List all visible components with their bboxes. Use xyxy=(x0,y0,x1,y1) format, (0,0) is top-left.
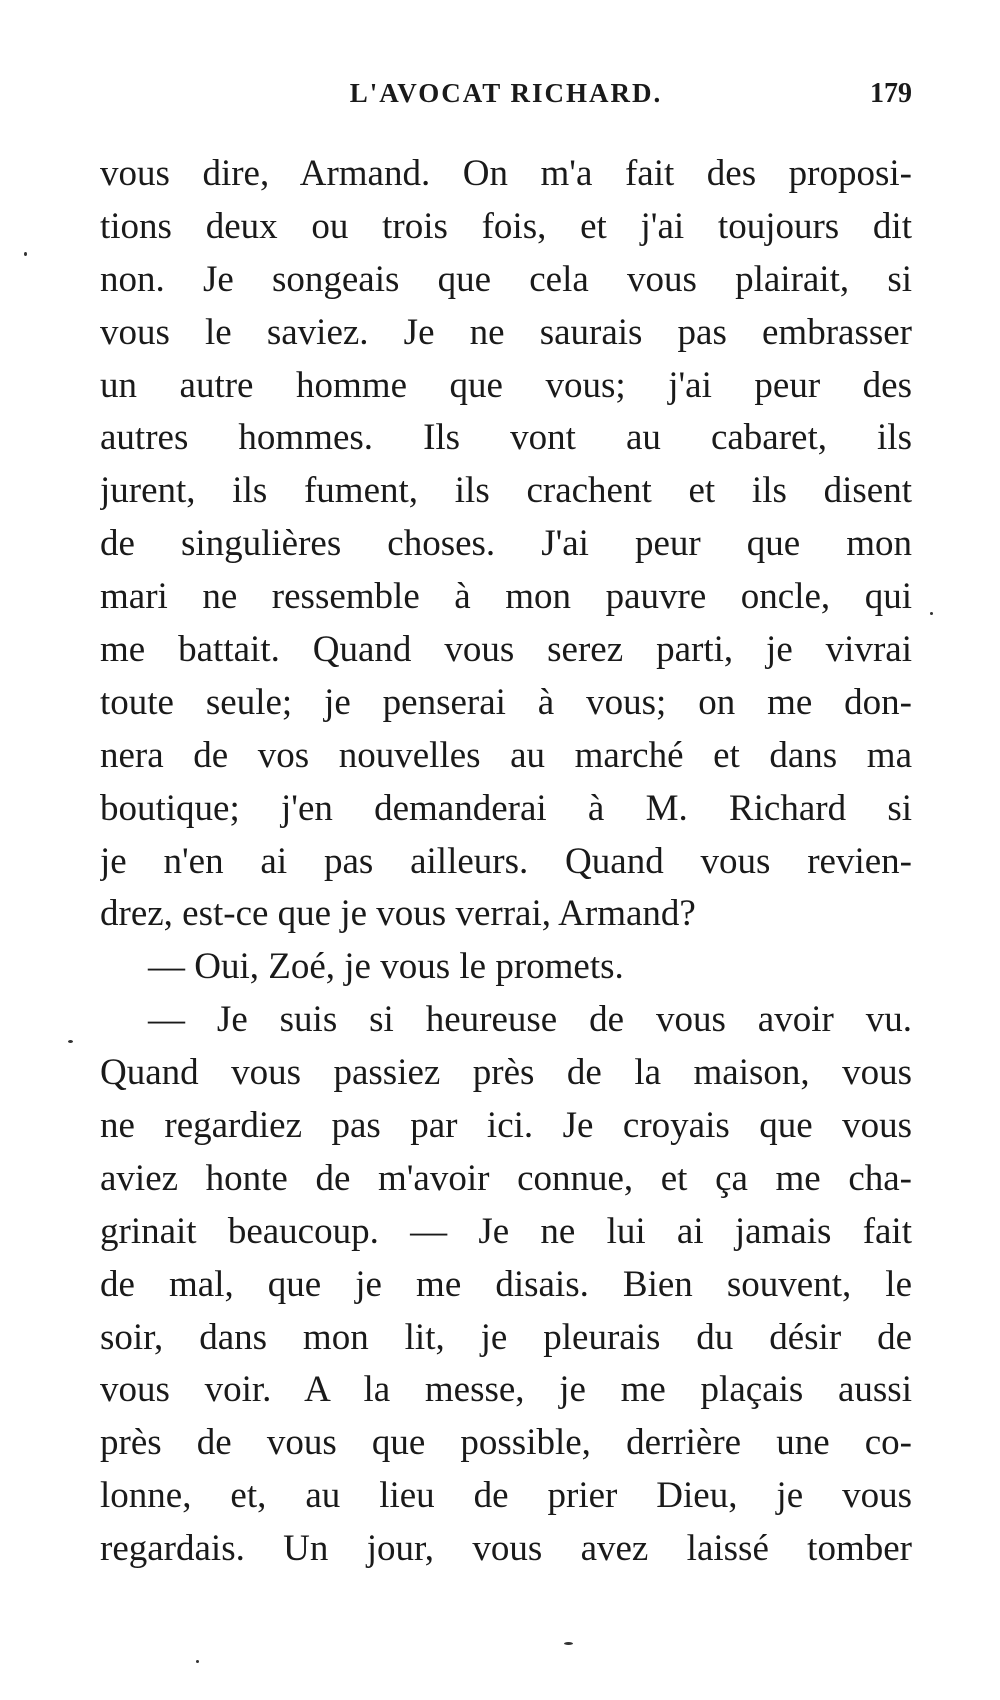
dialogue-line: — Je suis si heureuse de vous avoir vu. xyxy=(148,999,912,1041)
text-line: ne regardiez pas par ici. Je croyais que vous xyxy=(100,1105,912,1147)
text-line: autres hommes. Ils vont au cabaret, ils xyxy=(100,417,912,459)
text-line: vous le saviez. Je ne saurais pas embrasser xyxy=(100,311,912,353)
text-line: non. Je songeais que cela vous plairait, si xyxy=(100,258,912,300)
text-line: nera de vos nouvelles au marché et dans ma xyxy=(100,734,912,776)
text-line: vous voir. A la messe, je me plaçais aussi xyxy=(100,1369,912,1411)
scan-speck xyxy=(196,1660,199,1663)
running-head xyxy=(100,78,912,118)
scan-speck xyxy=(564,1642,573,1645)
dialogue-line: — Oui, Zoé, je vous le promets. xyxy=(148,946,624,988)
text-line: je n'en ai pas ailleurs. Quand vous revien- xyxy=(100,840,912,882)
scan-speck xyxy=(930,612,933,615)
text-line: boutique; j'en demanderai à M. Richard si xyxy=(100,787,912,829)
text-line: soir, dans mon lit, je pleurais du désir de xyxy=(100,1316,912,1358)
text-line: un autre homme que vous; j'ai peur des xyxy=(100,364,912,406)
text-line: grinait beaucoup. — Je ne lui ai jamais fait xyxy=(100,1210,912,1252)
text-line: mari ne ressemble à mon pauvre oncle, qui xyxy=(100,576,912,618)
text-line: tions deux ou trois fois, et j'ai toujours dit xyxy=(100,205,912,247)
body-text xyxy=(100,148,912,1576)
running-title: L'AVOCAT RICHARD. xyxy=(349,78,663,108)
page-number: 179 xyxy=(870,78,912,109)
text-line: aviez honte de m'avoir connue, et ça me cha- xyxy=(100,1157,912,1199)
text-line: drez, est-ce que je vous verrai, Armand? xyxy=(100,893,696,935)
scan-speck xyxy=(24,252,27,256)
text-line: près de vous que possible, derrière une co- xyxy=(100,1422,912,1464)
text-line: regardais. Un jour, vous avez laissé tomber xyxy=(100,1528,912,1570)
text-line: vous dire, Armand. On m'a fait des proposi- xyxy=(100,153,912,194)
text-line: me battait. Quand vous serez parti, je vivrai xyxy=(100,629,912,671)
text-line: jurent, ils fument, ils crachent et ils disent xyxy=(100,470,912,512)
text-line: Quand vous passiez près de la maison, vous xyxy=(100,1052,912,1094)
scan-speck xyxy=(68,1040,73,1043)
text-line: de singulières choses. J'ai peur que mon xyxy=(100,523,912,565)
text-line: de mal, que je me disais. Bien souvent, le xyxy=(100,1263,912,1305)
text-line: lonne, et, au lieu de prier Dieu, je vous xyxy=(100,1475,912,1517)
text-line: toute seule; je penserai à vous; on me don- xyxy=(100,681,912,723)
